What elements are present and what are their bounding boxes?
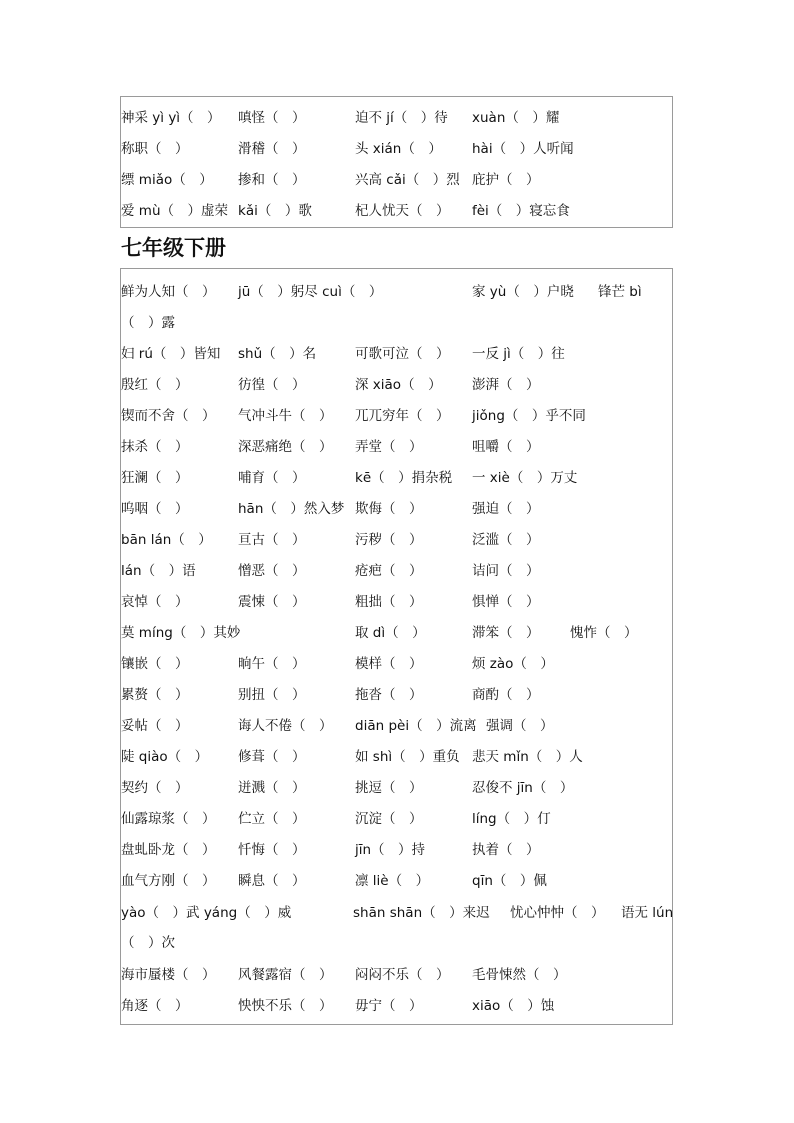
- table-row: [121, 497, 672, 521]
- table-row: [121, 714, 672, 738]
- table-cell: 掺和（ ）: [238, 172, 306, 188]
- table-cell: kǎi（ ）歌: [238, 203, 312, 219]
- table-cell: 执着（ ）: [472, 842, 540, 858]
- table-cell: 妇 rú（ ）皆知: [121, 346, 221, 362]
- table-cell: 挑逗（ ）: [355, 780, 423, 796]
- table-cell: 陡 qiào（ ）: [121, 749, 209, 765]
- table-cell: 深 xiāo（ ）: [355, 377, 442, 393]
- table-cell: 呜咽（ ）: [121, 501, 189, 517]
- table-row: [121, 466, 672, 490]
- table-row: [121, 342, 672, 366]
- table-cell: 伫立（ ）: [238, 811, 306, 827]
- table-cell: 别扭（ ）: [238, 687, 306, 703]
- table-cell: 烦 zào（ ）: [472, 656, 554, 672]
- table-cell: 彷徨（ ）: [238, 377, 306, 393]
- table-row: [121, 931, 672, 955]
- table-cell: 诲人不倦（ ）: [238, 718, 333, 734]
- table-cell: 模样（ ）: [355, 656, 423, 672]
- table-cell: 血气方刚（ ）: [121, 873, 216, 889]
- table-row: [121, 106, 672, 130]
- table-cell: 拖沓（ ）: [355, 687, 423, 703]
- table-cell: 滑稽（ ）: [238, 141, 306, 157]
- table-cell: 修葺（ ）: [238, 749, 306, 765]
- table-row: [121, 683, 672, 707]
- table-cell: 瞬息（ ）: [238, 873, 306, 889]
- table-cell: 诘问（ ）: [472, 563, 540, 579]
- table-cell: 强调（ ）: [486, 718, 554, 734]
- table-cell: líng（ ）仃: [472, 811, 551, 827]
- table-cell: 深恶痛绝（ ）: [238, 439, 333, 455]
- table-cell: hān（ ）然入梦: [238, 501, 345, 517]
- table-row: [121, 280, 672, 304]
- table-cell: 鲜为人知（ ）: [121, 284, 216, 300]
- table-cell: jū（ ）躬尽 cuì（ ）: [238, 284, 383, 300]
- table-cell: 迫不 jí（ ）待: [355, 110, 448, 126]
- table-cell: 锲而不舍（ ）: [121, 408, 216, 424]
- table-cell: 杞人忧天（ ）: [355, 203, 450, 219]
- table-cell: 如 shì（ ）重负: [355, 749, 460, 765]
- table-cell: lán（ ）语: [121, 563, 196, 579]
- table-cell: 欺侮（ ）: [355, 501, 423, 517]
- table-cell: 狂澜（ ）: [121, 470, 189, 486]
- table-row: [121, 435, 672, 459]
- table-cell: 语无 lún: [621, 905, 674, 921]
- table-cell: 海市蜃楼（ ）: [121, 967, 216, 983]
- table-row: [121, 590, 672, 614]
- table-cell: fèi（ ）寝忘食: [472, 203, 570, 219]
- section-2-box: [120, 268, 673, 1025]
- table-cell: 弄堂（ ）: [355, 439, 423, 455]
- table-cell: 凛 liè（ ）: [355, 873, 430, 889]
- table-cell: 晌午（ ）: [238, 656, 306, 672]
- table-row: [121, 869, 672, 893]
- table-cell: 角逐（ ）: [121, 998, 189, 1014]
- table-cell: 家 yù（ ）户晓: [472, 284, 574, 300]
- table-cell: 锋芒 bì: [598, 284, 642, 300]
- table-cell: 迸溅（ ）: [238, 780, 306, 796]
- table-cell: 称职（ ）: [121, 141, 189, 157]
- table-cell: 契约（ ）: [121, 780, 189, 796]
- table-cell: 风餐露宿（ ）: [238, 967, 333, 983]
- table-cell: 怏怏不乐（ ）: [238, 998, 333, 1014]
- table-cell: 沉淀（ ）: [355, 811, 423, 827]
- table-cell: 滞笨（ ）: [472, 625, 540, 641]
- table-cell: 惧惮（ ）: [472, 594, 540, 610]
- table-row: [121, 838, 672, 862]
- table-cell: 兀兀穷年（ ）: [355, 408, 450, 424]
- table-row: [121, 963, 672, 987]
- table-cell: 亘古（ ）: [238, 532, 306, 548]
- table-row: [121, 168, 672, 192]
- table-row: [121, 652, 672, 676]
- table-cell: 粗拙（ ）: [355, 594, 423, 610]
- table-cell: 商酌（ ）: [472, 687, 540, 703]
- section-1-box: [120, 96, 673, 228]
- table-cell: jīn（ ）持: [355, 842, 426, 858]
- table-cell: 一 xiè（ ）万丈: [472, 470, 578, 486]
- table-cell: 忏悔（ ）: [238, 842, 306, 858]
- table-cell: bān lán（ ）: [121, 532, 212, 548]
- table-cell: diān pèi（ ）流离: [355, 718, 477, 734]
- table-cell: 污秽（ ）: [355, 532, 423, 548]
- table-cell: 可歌可泣（ ）: [355, 346, 450, 362]
- table-cell: hài（ ）人听闻: [472, 141, 574, 157]
- table-cell: 毛骨悚然（ ）: [472, 967, 567, 983]
- table-cell: 爱 mù（ ）虚荣: [121, 203, 228, 219]
- table-cell: 一反 jì（ ）往: [472, 346, 565, 362]
- table-row: [121, 776, 672, 800]
- table-cell: 兴高 cǎi（ ）烈: [355, 172, 460, 188]
- table-cell: 盘虬卧龙（ ）: [121, 842, 216, 858]
- table-cell: 镶嵌（ ）: [121, 656, 189, 672]
- table-cell: 忧心忡忡（ ）: [510, 905, 605, 921]
- table-cell: 澎湃（ ）: [472, 377, 540, 393]
- table-cell: 强迫（ ）: [472, 501, 540, 517]
- table-cell: 嗔怪（ ）: [238, 110, 306, 126]
- table-cell: xuàn（ ）耀: [472, 110, 560, 126]
- table-cell: 疮疤（ ）: [355, 563, 423, 579]
- table-row: [121, 745, 672, 769]
- table-cell: 头 xián（ ）: [355, 141, 442, 157]
- table-cell: 仙露琼浆（ ）: [121, 811, 216, 827]
- table-cell: （ ）次: [121, 935, 175, 951]
- table-row: [121, 373, 672, 397]
- table-cell: shān shān（ ）来迟: [353, 905, 490, 921]
- table-cell: 震悚（ ）: [238, 594, 306, 610]
- table-row: [121, 621, 672, 645]
- table-cell: 缥 miǎo（ ）: [121, 172, 213, 188]
- table-row: [121, 528, 672, 552]
- table-cell: 毋宁（ ）: [355, 998, 423, 1014]
- table-row: [121, 311, 672, 335]
- table-row: [121, 137, 672, 161]
- table-cell: kē（ ）捐杂税: [355, 470, 453, 486]
- table-cell: 愧怍（ ）: [570, 625, 638, 641]
- table-cell: yào（ ）武 yáng（ ）威: [121, 905, 292, 921]
- table-cell: 庇护（ ）: [472, 172, 540, 188]
- table-row: [121, 901, 672, 925]
- table-cell: 忍俊不 jīn（ ）: [472, 780, 574, 796]
- table-cell: 取 dì（ ）: [355, 625, 426, 641]
- table-cell: 累赘（ ）: [121, 687, 189, 703]
- table-cell: jiǒng（ ）乎不同: [472, 408, 586, 424]
- table-cell: 闷闷不乐（ ）: [355, 967, 450, 983]
- table-row: [121, 807, 672, 831]
- table-cell: qīn（ ）佩: [472, 873, 547, 889]
- table-cell: 悲天 mǐn（ ）人: [472, 749, 583, 765]
- table-cell: 哺育（ ）: [238, 470, 306, 486]
- table-cell: 殷红（ ）: [121, 377, 189, 393]
- table-row: [121, 994, 672, 1018]
- table-cell: xiāo（ ）蚀: [472, 998, 555, 1014]
- table-cell: 莫 míng（ ）其妙: [121, 625, 241, 641]
- section-2-title: 七年级下册: [121, 236, 226, 260]
- table-cell: 泛滥（ ）: [472, 532, 540, 548]
- table-cell: 咀嚼（ ）: [472, 439, 540, 455]
- table-cell: shǔ（ ）名: [238, 346, 317, 362]
- table-cell: 气冲斗牛（ ）: [238, 408, 333, 424]
- table-cell: 憎恶（ ）: [238, 563, 306, 579]
- table-cell: （ ）露: [121, 315, 175, 331]
- table-row: [121, 404, 672, 428]
- table-cell: 妥帖（ ）: [121, 718, 189, 734]
- table-cell: 神采 yì yì（ ）: [121, 110, 221, 126]
- table-cell: 抹杀（ ）: [121, 439, 189, 455]
- table-row: [121, 199, 672, 223]
- table-cell: 哀悼（ ）: [121, 594, 189, 610]
- table-row: [121, 559, 672, 583]
